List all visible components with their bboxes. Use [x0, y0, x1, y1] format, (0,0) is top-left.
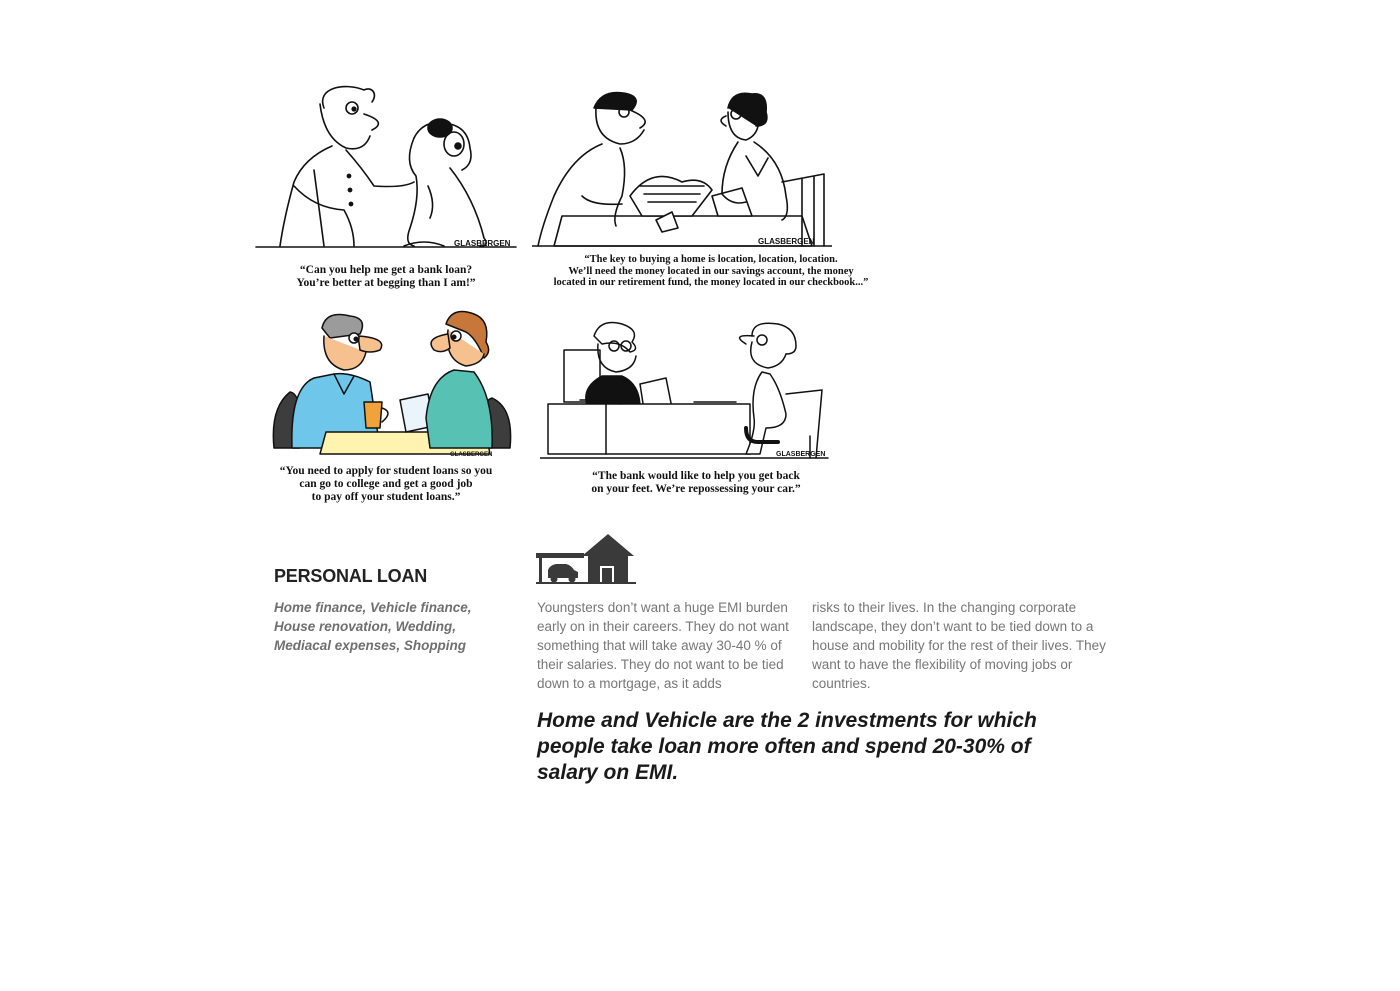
cartoon-caption-3: “You need to apply for student loans so you can go to college and get a good job to pay off your student loans.”	[279, 465, 493, 503]
body-text-column-1: Youngsters don’t want a huge EMI burden early on in their careers. They do not want something that will take away 30-40 % of their salaries. They do not want to be tied down to a mortgage, as it adds	[537, 600, 789, 691]
cartoon-caption-4: “The bank would like to help you get back on your feet. We’re repossessing your car.”	[591, 470, 801, 495]
body-text-column-2: risks to their lives. In the changing corporate landscape, they don’t want to be tied down to a house and mobility for the rest of their lives. They want to have the flexibility of moving jobs or countries.	[812, 600, 1106, 691]
cartoon-student-loans	[270, 308, 514, 458]
cartoon-illustration	[270, 308, 514, 458]
signature-text: GLASBERGEN	[758, 237, 815, 246]
house-car-icon	[536, 532, 636, 589]
cartoon-caption-2: “The key to buying a home is location, location, location. We’ll need the money located in our savings account, the money located in our retirement fund, the money located in our checkbook...”	[553, 254, 869, 288]
signature-text: GLASBERGEN	[776, 451, 826, 458]
section-subtitle: Home finance, Vehicle finance, House renovation, Wedding, Mediacal expenses, Shopping	[274, 600, 472, 653]
cartoon-illustration	[532, 86, 832, 252]
cartoon-caption-1: “Can you help me get a bank loan? You’re better at begging than I am!”	[296, 264, 476, 289]
signature-text: GLASBERGEN	[454, 239, 511, 248]
signature-text: GLASBERGEN	[450, 452, 493, 458]
cartoon-repossessing-car	[540, 318, 830, 462]
cartoon-home-location	[532, 86, 832, 252]
cartoon-illustration	[254, 78, 518, 250]
section-title: PERSONAL LOAN	[274, 566, 428, 586]
key-insight-text: Home and Vehicle are the 2 investments for which people take loan more often and spend 20-30% of salary on EMI.	[537, 709, 1037, 784]
cartoon-illustration	[540, 318, 830, 462]
cartoon-bank-loan-dog	[254, 78, 518, 250]
